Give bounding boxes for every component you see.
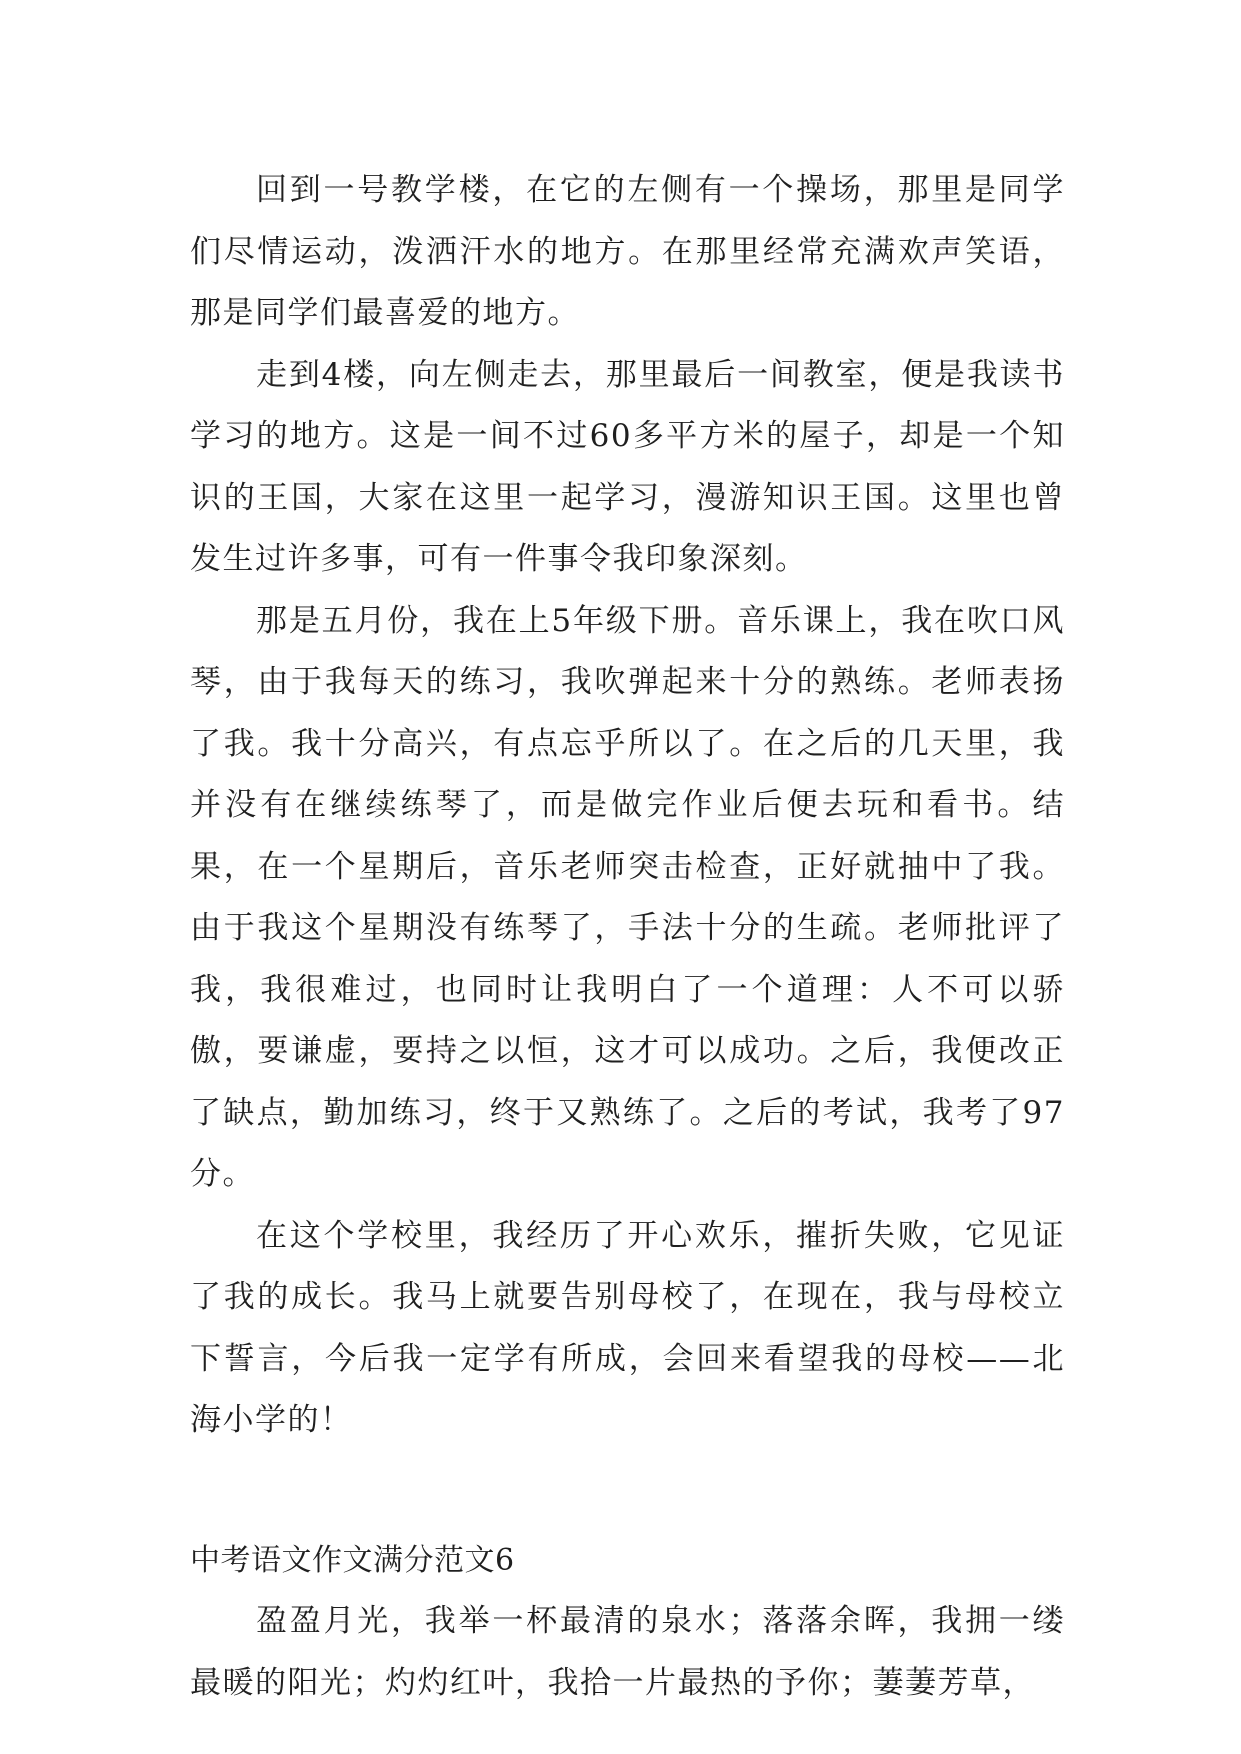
paragraph-farewell: 在这个学校里，我经历了开心欢乐，摧折失败，它见证了我的成长。我马上就要告别母校了，在现在，我与母校立下誓言，今后我一定学有所成，会回来看望我的母校——北海小学的！ [190, 1217, 1065, 1438]
section-title: 中考语文作文满分范文6 [190, 1542, 515, 1578]
paragraph-harmonica-story: 那是五月份，我在上5年级下册。音乐课上，我在吹口风琴，由于我每天的练习，我吹弹起来十分的熟练。老师表扬了我。我十分高兴，有点忘乎所以了。在之后的几天里，我并没有在继续练琴了，而是做完作业后便去玩和看书。结果，在一个星期后，音乐老师突击检查，正好就抽中了我。由于我这个星期没有练琴了，手法十分的生疏。老师批评了我，我很难过，也同时让我明白了一个道理：人不可以骄傲，要谦虚，要持之以恒，这才可以成功。之后，我便改正了缺点，勤加练习，终于又熟练了。之后的考试，我考了97分。 [190, 602, 1065, 1192]
paragraph-playground: 回到一号教学楼，在它的左侧有一个操场，那里是同学们尽情运动，泼洒汗水的地方。在那里经常充满欢声笑语，那是同学们最喜爱的地方。 [190, 172, 1065, 331]
document-body [190, 160, 1065, 1714]
paragraph-classroom: 走到4楼，向左侧走去，那里最后一间教室，便是我读书学习的地方。这是一间不过60多平方米的屋子，却是一个知识的王国，大家在这里一起学习，漫游知识王国。这里也曾发生过许多事，可有一件事令我印象深刻。 [190, 356, 1065, 577]
paragraph-essay-six-opening: 盈盈月光，我举一杯最清的泉水；落落余晖，我拥一缕最暖的阳光；灼灼红叶，我拾一片最热的予你；萋萋芳草， [190, 1603, 1065, 1701]
